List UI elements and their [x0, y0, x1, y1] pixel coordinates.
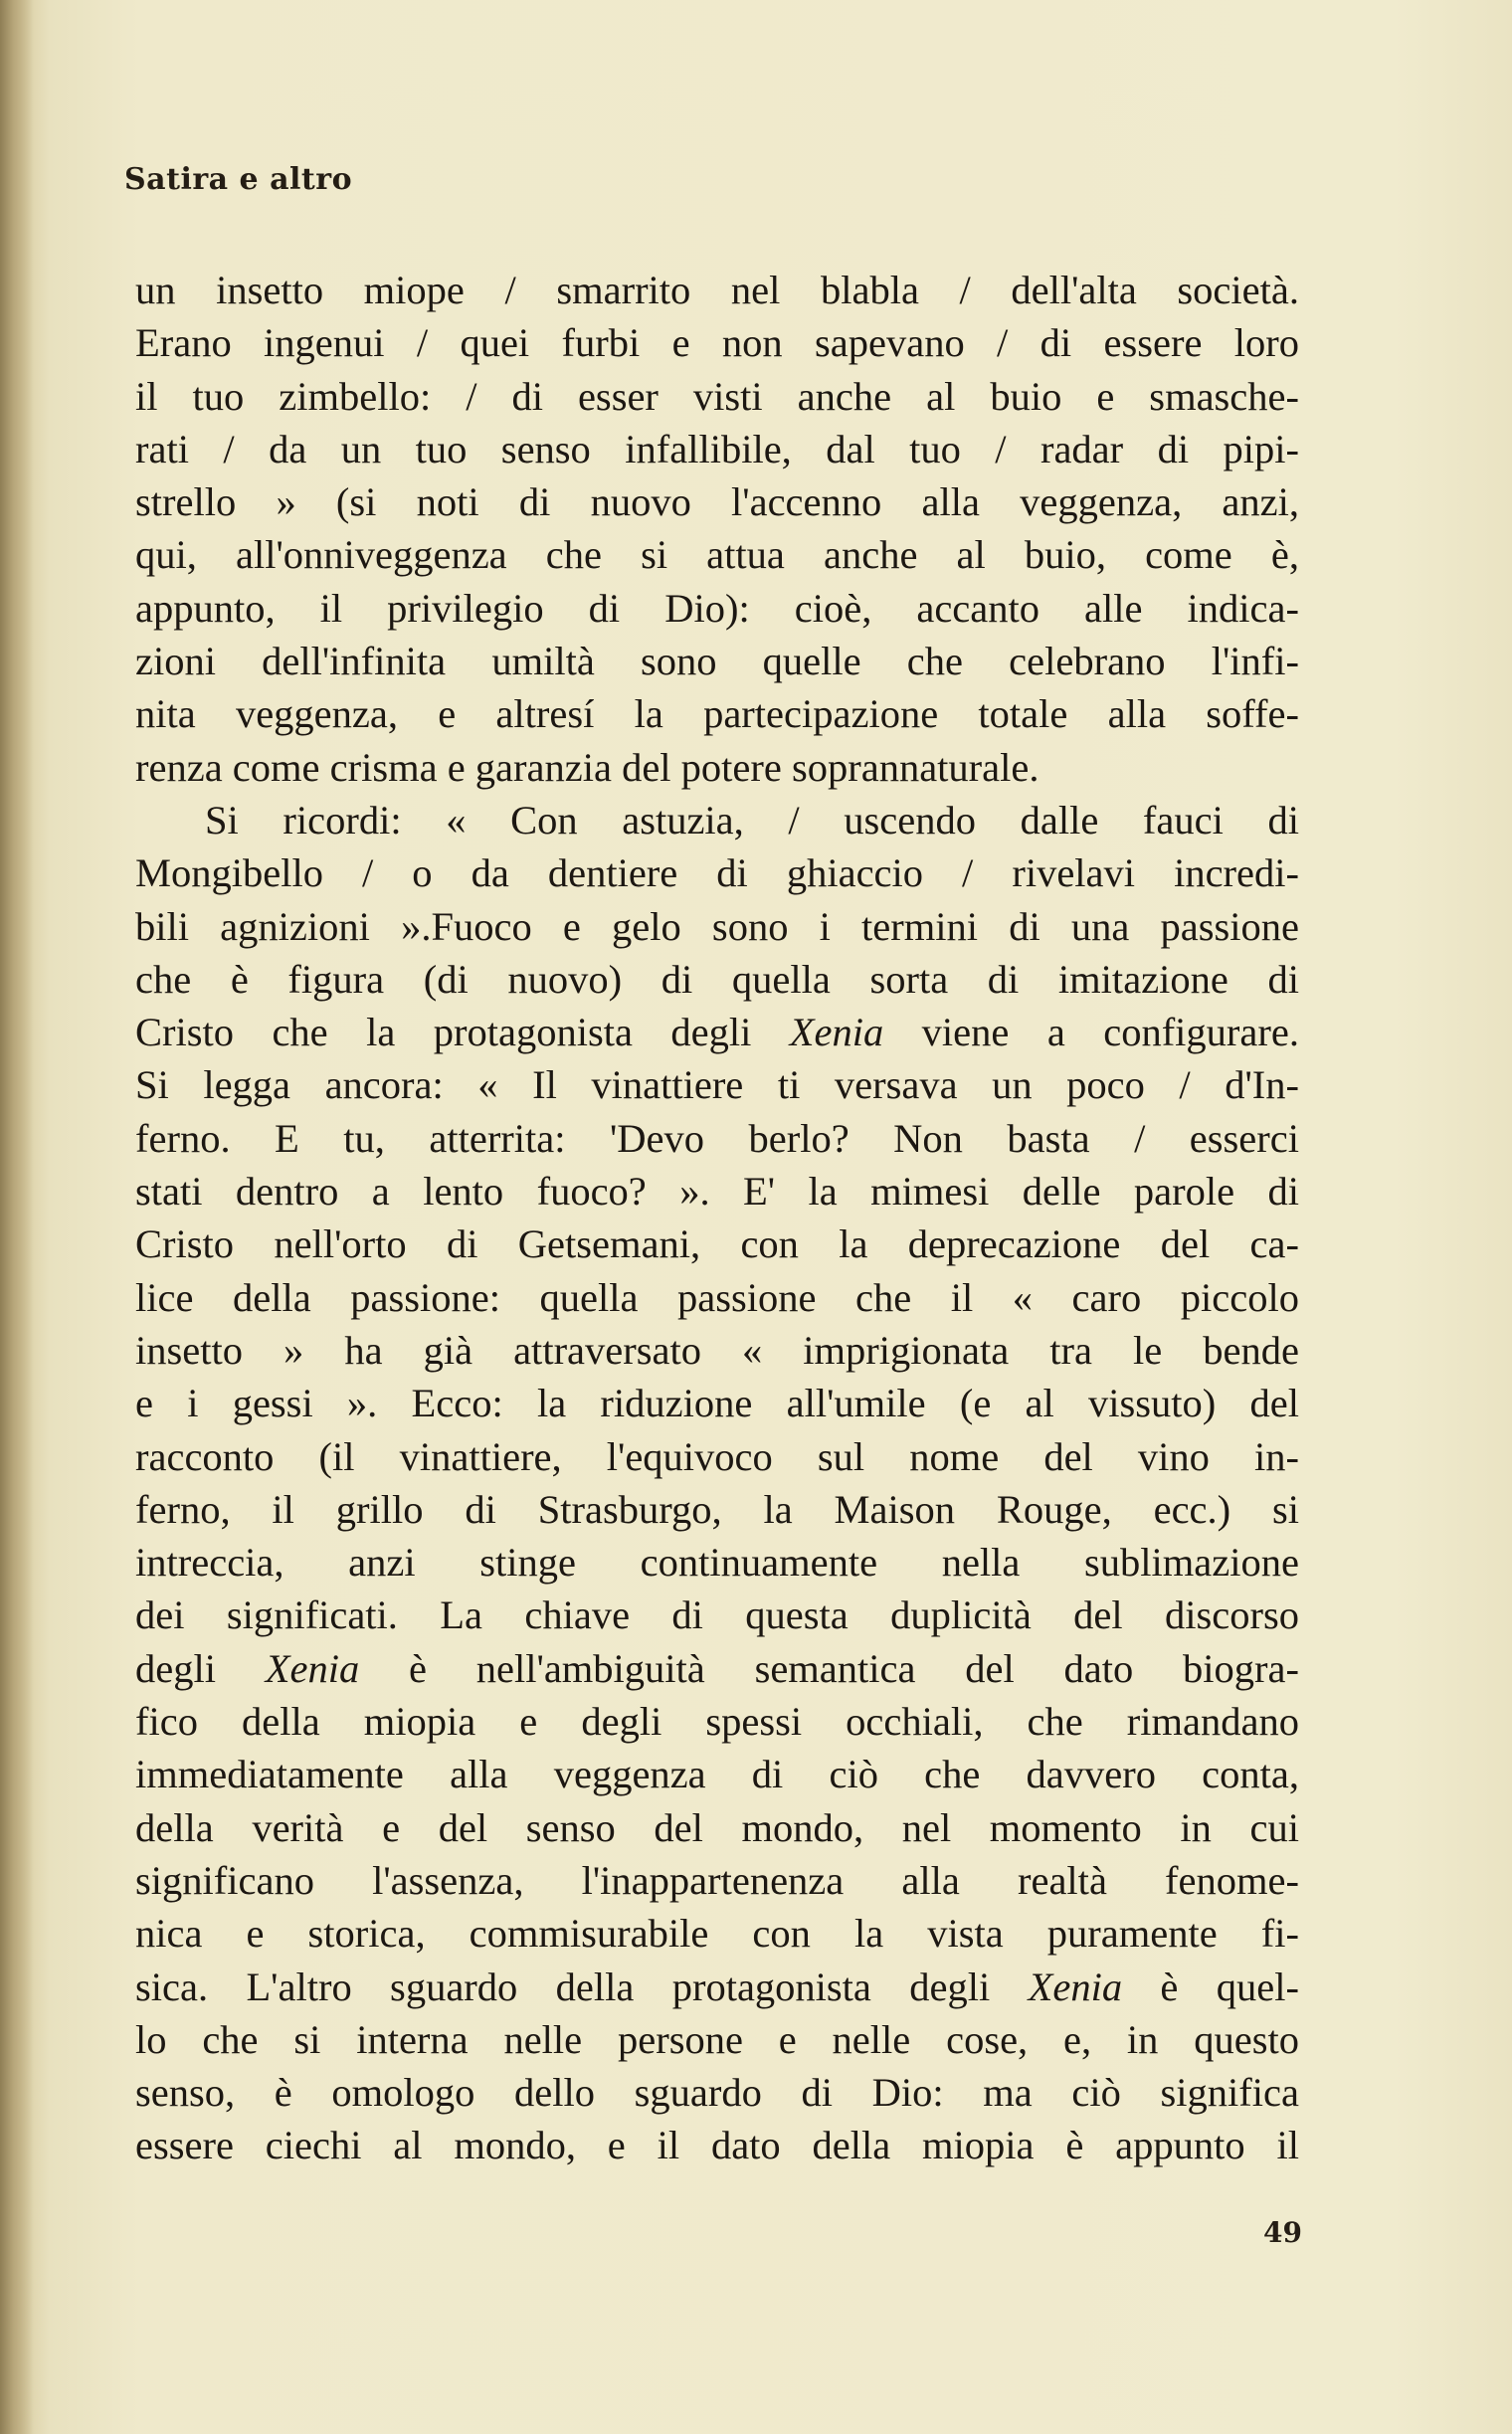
text-line: dei significati. La chiave di questa duplicità del discorso [135, 1592, 1299, 1638]
text-line: fico della miopia e degli spessi occhiali, che rimandano [135, 1699, 1299, 1745]
text-line: lo che si interna nelle persone e nelle cose, e, in questo [135, 2016, 1299, 2062]
text-line: stati dentro a lento fuoco? ». E' la mimesi delle parole di [135, 1169, 1299, 1215]
text-line: e i gessi ». Ecco: la riduzione all'umile (e al vissuto) del [135, 1381, 1299, 1426]
text-line [135, 1006, 1299, 1058]
title-xenia: Xenia [265, 1645, 360, 1691]
text-line: Erano ingenui / quei furbi e non sapevano / di essere loro [135, 320, 1299, 366]
page-number: 49 [1263, 2216, 1302, 2249]
text-line: zioni dell'infinita umiltà sono quelle che celebrano l'infi- [135, 639, 1299, 684]
text-line [135, 1961, 1299, 2013]
text-line: lice della passione: quella passione che il « caro piccolo [135, 1274, 1299, 1320]
text-line [135, 1642, 1299, 1695]
text-line: strello » (si noti di nuovo l'accenno alla veggenza, anzi, [135, 479, 1299, 525]
text-line: nita veggenza, e altresí la partecipazione totale alla soffe- [135, 691, 1299, 737]
text-run: degli [135, 1645, 266, 1691]
text-line: Mongibello / o da dentiere di ghiaccio / rivelavi incredi- [135, 850, 1299, 896]
text-line: essere ciechi al mondo, e il dato della miopia è appunto il [135, 2123, 1299, 2168]
text-run: viene a configurare. [883, 1010, 1299, 1055]
running-head: Satira e altro [124, 162, 353, 197]
text-line: senso, è omologo dello sguardo di Dio: ma ciò significa [135, 2070, 1299, 2116]
spine-shadow [0, 0, 34, 2434]
text-line: ferno. E tu, atterrita: 'Devo berlo? Non basta / esserci [135, 1115, 1299, 1161]
text-line: della verità e del senso del mondo, nel momento in cui [135, 1804, 1299, 1850]
text-run: Cristo che la protagonista degli [135, 1010, 790, 1055]
text-line: rati / da un tuo senso infallibile, dal tuo / radar di pipi- [135, 426, 1299, 471]
text-line: appunto, il privilegio di Dio): cioè, accanto alle indica- [135, 585, 1299, 631]
text-line: bili agnizioni ».Fuoco e gelo sono i termini di una passione [135, 903, 1299, 949]
text-line: qui, all'onniveggenza che si attua anche al buio, come è, [135, 532, 1299, 578]
text-run: sica. L'altro sguardo della protagonista degli [135, 1964, 1029, 2009]
text-run: è nell'ambiguità semantica del dato biogra- [359, 1645, 1300, 1691]
text-line: significano l'assenza, l'inappartenenza alla realtà fenome- [135, 1857, 1299, 1903]
text-line: racconto (il vinattiere, l'equivoco sul nome del vino in- [135, 1433, 1299, 1479]
text-line: ferno, il grillo di Strasburgo, la Maison Rouge, ecc.) si [135, 1486, 1299, 1532]
body-text [135, 264, 1299, 2172]
text-line: un insetto miope / smarrito nel blabla / dell'alta società. [135, 268, 1299, 312]
text-line: Si ricordi: « Con astuzia, / uscendo dalle fauci di [205, 797, 1299, 843]
text-line: Cristo nell'orto di Getsemani, con la deprecazione del ca- [135, 1221, 1299, 1267]
text-line: intreccia, anzi stinge continuamente nella sublimazione [135, 1540, 1299, 1586]
text-line: renza come crisma e garanzia del potere soprannaturale. [135, 744, 1040, 790]
text-run: è quel- [1122, 1964, 1299, 2009]
text-line: Si legga ancora: « Il vinattiere ti versava un poco / d'In- [135, 1062, 1299, 1108]
text-line: nica e storica, commisurabile con la vista puramente fi- [135, 1911, 1299, 1957]
text-line: immediatamente alla veggenza di ciò che davvero conta, [135, 1752, 1299, 1797]
title-xenia: Xenia [1028, 1964, 1123, 2009]
text-line: che è figura (di nuovo) di quella sorta di imitazione di [135, 956, 1299, 1002]
text-line: insetto » ha già attraversato « imprigionata tra le bende [135, 1327, 1299, 1373]
text-line: il tuo zimbello: / di esser visti anche al buio e smasche- [135, 373, 1299, 419]
title-xenia: Xenia [789, 1010, 884, 1055]
